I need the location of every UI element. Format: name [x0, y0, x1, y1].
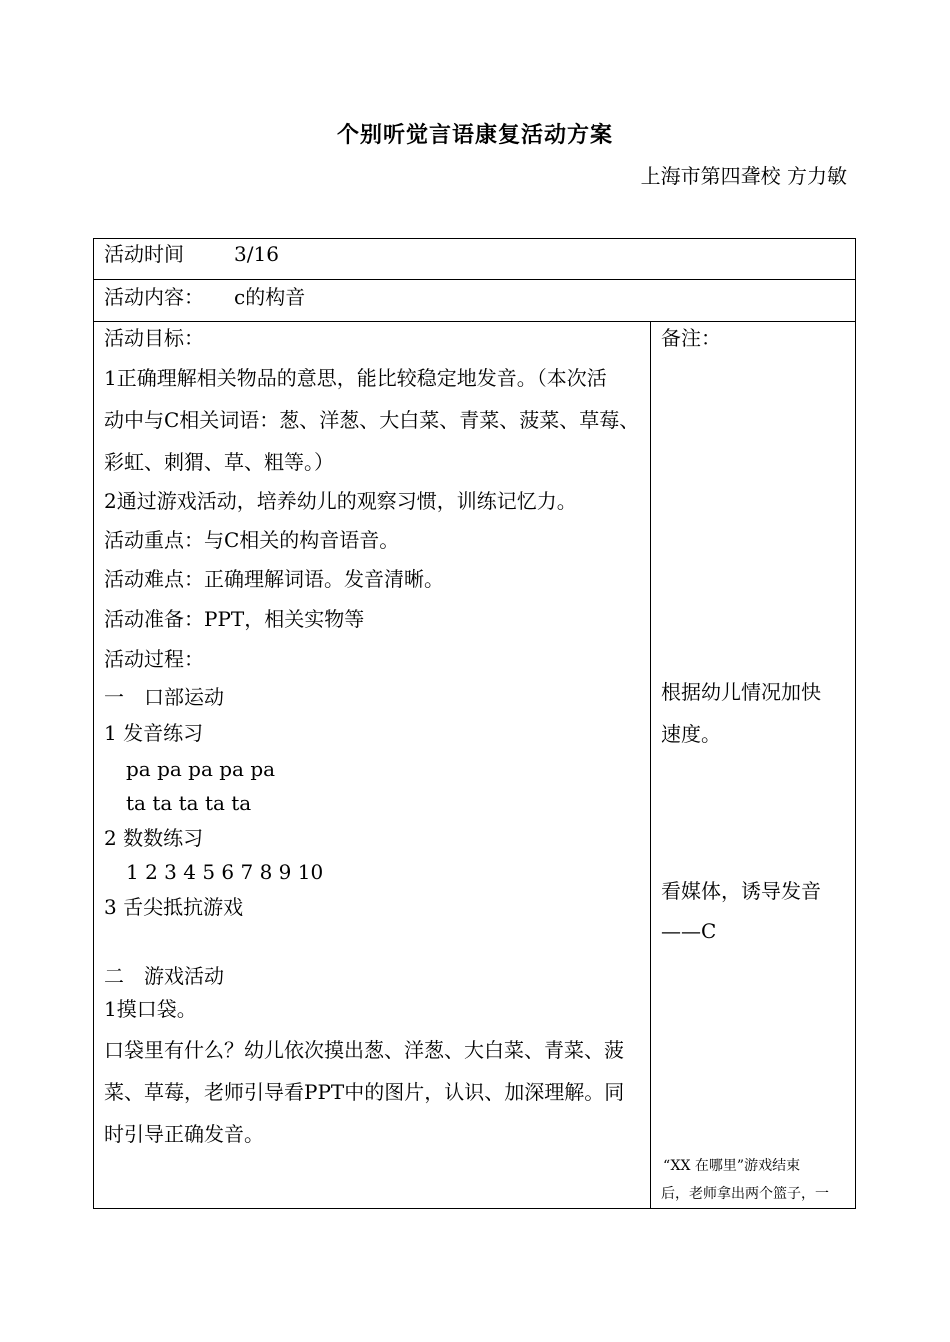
- note-line: 看媒体，诱导发音: [661, 879, 821, 903]
- practice-line: 1 2 3 4 5 6 7 8 9 10: [126, 860, 324, 884]
- exercise-heading: 2 数数练习: [104, 826, 204, 850]
- note-small-line: “XX 在哪里”游戏结束: [663, 1158, 801, 1174]
- difficulty-line: 活动难点：正确理解词语。发音清晰。: [104, 567, 444, 591]
- content-value: c的构音: [234, 285, 306, 309]
- exercise-heading: 3 舌尖抵抗游戏: [104, 895, 244, 919]
- body-line: 口袋里有什么？幼儿依次摸出葱、洋葱、大白菜、青菜、菠: [104, 1038, 624, 1062]
- practice-line: ta ta ta ta ta: [126, 791, 252, 815]
- section-heading: 一 口部运动: [104, 685, 224, 709]
- author-line: 上海市第四聋校 方力敏: [640, 164, 847, 188]
- time-label: 活动时间: [104, 242, 184, 266]
- preparation-line: 活动准备：PPT，相关实物等: [104, 607, 365, 631]
- notes-heading: 备注：: [661, 326, 721, 350]
- body-line: 1正确理解相关物品的意思，能比较稳定地发音。（本次活: [104, 366, 607, 390]
- note-line: ——C: [661, 919, 717, 943]
- content-label: 活动内容：: [104, 285, 204, 309]
- body-line: 动中与C相关词语：葱、洋葱、大白菜、青菜、菠菜、草莓、: [104, 408, 640, 432]
- table-row-content: [93, 279, 856, 322]
- table-row-time: [93, 238, 856, 280]
- time-value: 3/16: [234, 242, 279, 266]
- exercise-heading: 1 发音练习: [104, 721, 204, 745]
- body-line: 2通过游戏活动，培养幼儿的观察习惯，训练记忆力。: [104, 489, 577, 513]
- note-line: 速度。: [661, 722, 721, 746]
- objectives-heading: 活动目标：: [104, 326, 204, 350]
- practice-line: pa pa pa pa pa: [126, 757, 276, 781]
- process-heading: 活动过程：: [104, 647, 204, 671]
- body-line: 彩虹、刺猬、草、粗等。）: [104, 450, 334, 474]
- section-heading: 二 游戏活动: [104, 964, 224, 988]
- focus-line: 活动重点：与C相关的构音语音。: [104, 528, 400, 552]
- note-line: 根据幼儿情况加快: [661, 680, 821, 704]
- body-line: 时引导正确发音。: [104, 1122, 264, 1146]
- document-title: 个别听觉言语康复活动方案: [336, 123, 613, 148]
- body-line: 菜、草莓，老师引导看PPT中的图片，认识、加深理解。同: [104, 1080, 625, 1104]
- column-divider: [650, 321, 651, 1209]
- exercise-heading: 1摸口袋。: [104, 997, 197, 1021]
- note-small-line: 后，老师拿出两个篮子，一: [661, 1186, 829, 1202]
